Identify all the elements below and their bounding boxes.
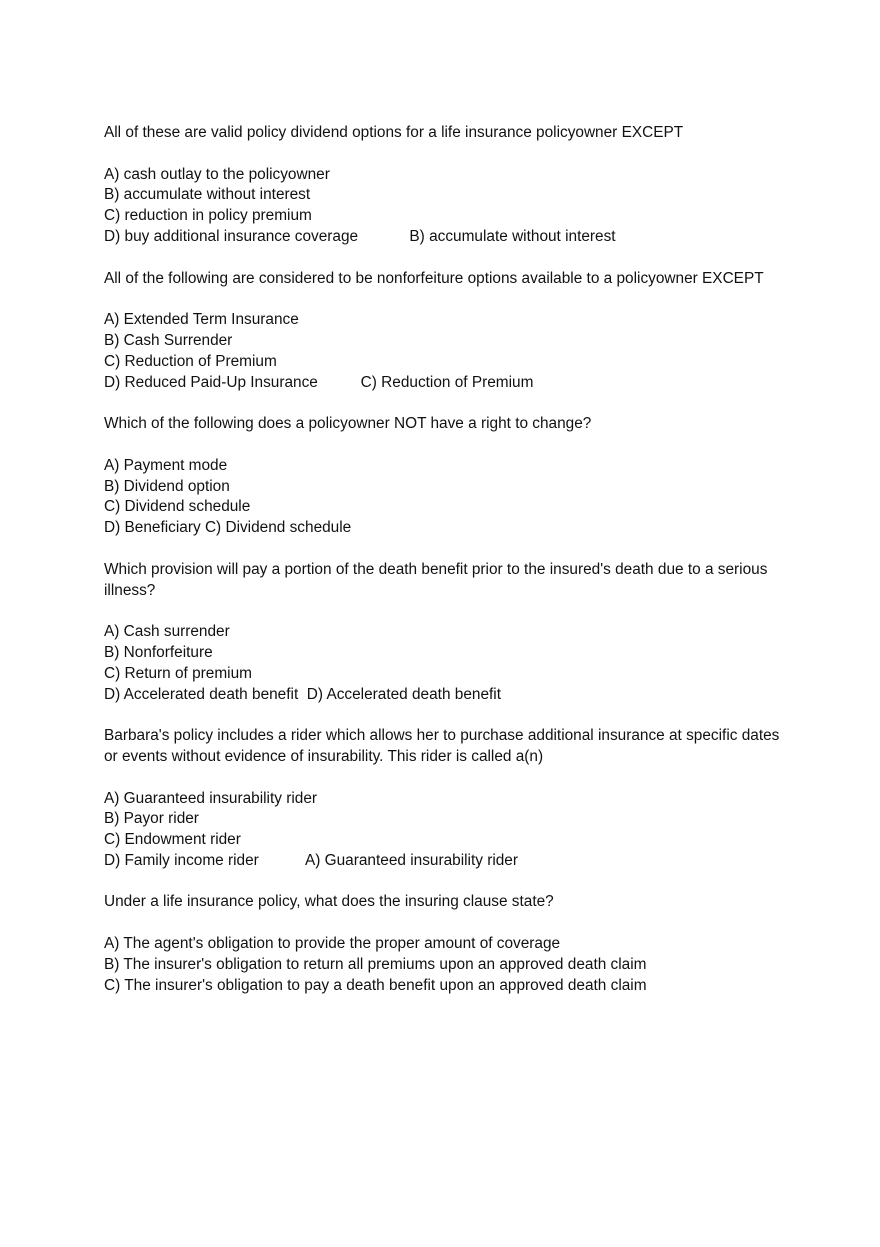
option: C) The insurer's obligation to pay a death benefit upon an approved death claim <box>104 976 647 994</box>
option: A) Cash surrender <box>104 623 230 641</box>
option: A) Guaranteed insurability rider <box>104 789 318 807</box>
option: D) Family income rider <box>104 851 259 869</box>
option: C) Reduction of Premium <box>104 352 277 370</box>
question-text: Which of the following does a policyowner NOT have a right to change? <box>104 415 592 433</box>
document-page <box>104 123 784 1017</box>
question-text: Which provision will pay a portion of the death benefit prior to the insured's death due to a serious illness? <box>104 560 768 599</box>
option-line <box>104 851 784 872</box>
option-line <box>104 227 784 248</box>
question-block <box>104 123 784 248</box>
question-block <box>104 892 784 996</box>
option-line <box>104 518 784 539</box>
option: D) Reduced Paid-Up Insurance <box>104 373 318 391</box>
option: A) Payment mode <box>104 456 228 474</box>
option: B) accumulate without interest <box>104 186 311 204</box>
question-block <box>104 560 784 706</box>
option: C) reduction in policy premium <box>104 207 312 225</box>
answer: C) Reduction of Premium <box>360 373 534 391</box>
option: D) buy additional insurance coverage <box>104 227 359 245</box>
question-text: Barbara's policy includes a rider which allows her to purchase additional insurance at specific dates or events without evidence of insurability. This rider is called a(n) <box>104 727 780 765</box>
option-line <box>104 373 784 394</box>
option: B) Dividend option <box>104 477 230 495</box>
answer: A) Guaranteed insurability rider <box>304 851 518 869</box>
option: A) Extended Term Insurance <box>104 311 299 329</box>
option: D) Beneficiary <box>104 519 201 537</box>
question-block <box>104 726 784 872</box>
question-block <box>104 269 784 394</box>
option: B) Payor rider <box>104 810 199 828</box>
option: D) Accelerated death benefit <box>104 685 299 703</box>
question-block <box>104 414 784 539</box>
option: C) Return of premium <box>104 664 252 682</box>
option: C) Endowment rider <box>104 831 241 849</box>
option: B) Cash Surrender <box>104 331 233 349</box>
option: A) The agent's obligation to provide the proper amount of coverage <box>104 935 561 953</box>
option: A) cash outlay to the policyowner <box>104 165 330 183</box>
option: B) Nonforfeiture <box>104 643 213 661</box>
question-text: All of the following are considered to be nonforfeiture options available to a policyowner EXCEPT <box>104 269 764 287</box>
option-line <box>104 685 784 706</box>
answer: D) Accelerated death benefit <box>306 685 501 703</box>
option: C) Dividend schedule <box>104 498 251 516</box>
question-text: Under a life insurance policy, what does the insuring clause state? <box>104 893 554 911</box>
answer: C) Dividend schedule <box>204 519 352 537</box>
question-text: All of these are valid policy dividend options for a life insurance policyowner EXCEPT <box>104 124 684 141</box>
option: B) The insurer's obligation to return all premiums upon an approved death claim <box>104 955 647 973</box>
answer: B) accumulate without interest <box>409 227 616 245</box>
